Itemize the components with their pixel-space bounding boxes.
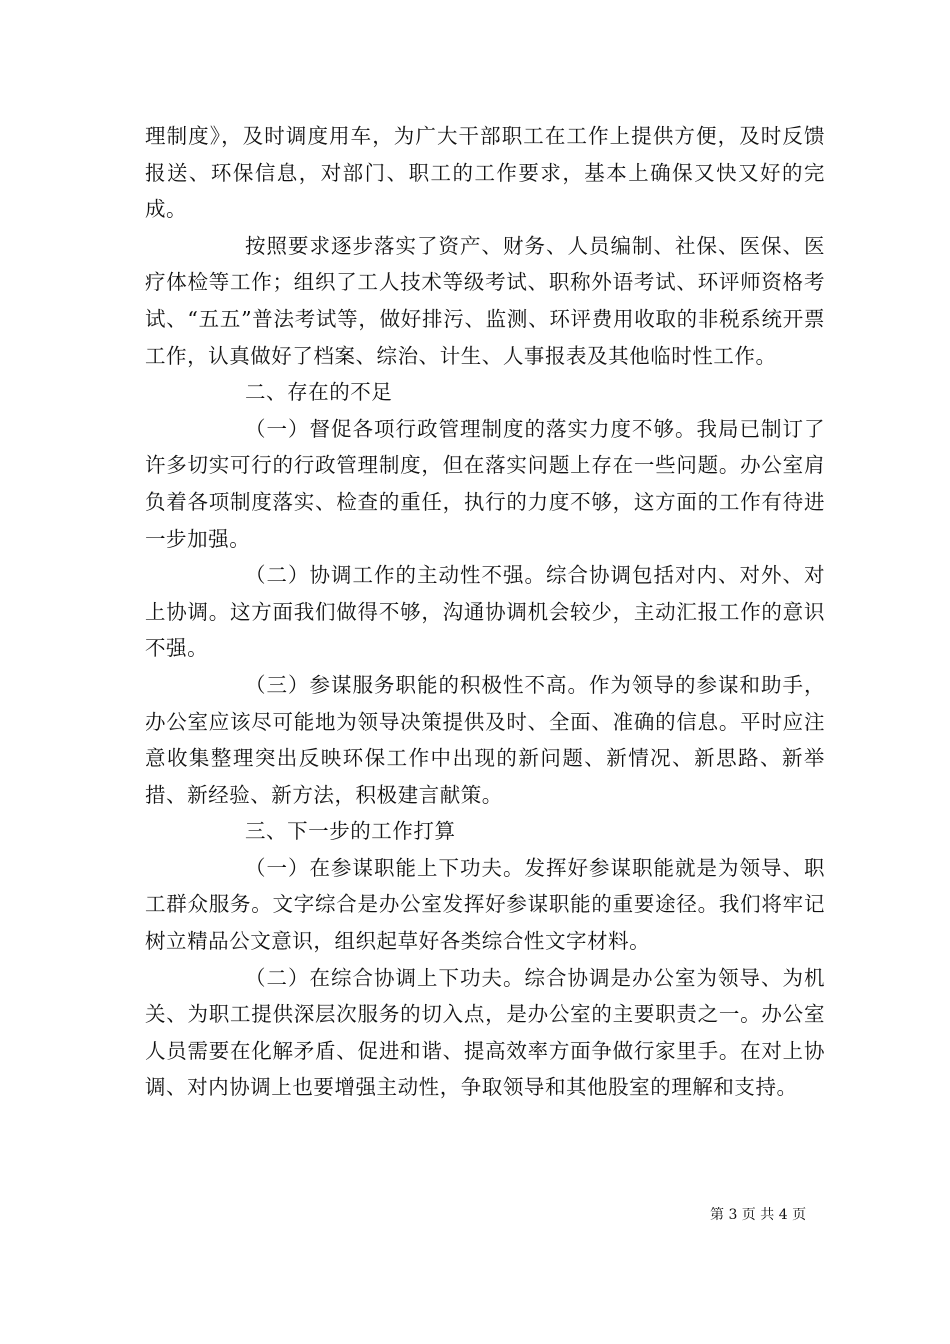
- paragraph-shortcoming-2: （二）协调工作的主动性不强。综合协调包括对内、对外、对上协调。这方面我们做得不够，沟通协调机会较少，主动汇报工作的意识不强。: [145, 563, 825, 661]
- paragraph-shortcoming-1: （一）督促各项行政管理制度的落实力度不够。我局已制订了许多切实可行的行政管理制度，但在落实问题上存在一些问题。办公室肩负着各项制度落实、检查的重任，执行的力度不够，这方面的工作有待进一步加强。: [145, 416, 825, 551]
- paragraph-next-step-1: （一）在参谋职能上下功夫。发挥好参谋职能就是为领导、职工群众服务。文字综合是办公室发挥好参谋职能的重要途径。我们将牢记树立精品公文意识，组织起草好各类综合性文字材料。: [145, 855, 825, 954]
- document-body: [145, 118, 825, 1106]
- paragraph-assets-finance: 按照要求逐步落实了资产、财务、人员编制、社保、医保、医疗体检等工作；组织了工人技术等级考试、职称外语考试、环评师资格考试、“五五”普法考试等，做好排污、监测、环评费用收取的非税系统开票工作，认真做好了档案、综治、计生、人事报表及其他临时性工作。: [145, 233, 825, 368]
- paragraph-shortcoming-3: （三）参谋服务职能的积极性不高。作为领导的参谋和助手，办公室应该尽可能地为领导决策提供及时、全面、准确的信息。平时应注意收集整理突出反映环保工作中出现的新问题、新情况、新思路、新举措、新经验、新方法，积极建言献策。: [145, 672, 825, 807]
- page-number-footer: 第 3 页 共 4 页: [710, 1207, 807, 1223]
- paragraph-vehicle-management: 理制度》，及时调度用车，为广大干部职工在工作上提供方便，及时反馈报送、环保信息，对部门、职工的工作要求，基本上确保又快又好的完成。: [145, 124, 825, 222]
- section-heading-next-steps: 三、下一步的工作打算: [245, 819, 456, 844]
- section-heading-shortcomings: 二、存在的不足: [245, 380, 393, 405]
- paragraph-next-step-2: （二）在综合协调上下功夫。综合协调是办公室为领导、为机关、为职工提供深层次服务的切入点，是办公室的主要职责之一。办公室人员需要在化解矛盾、促进和谐、提高效率方面争做行家里手。在对上协调、对内协调上也要增强主动性，争取领导和其他股室的理解和支持。: [145, 965, 825, 1100]
